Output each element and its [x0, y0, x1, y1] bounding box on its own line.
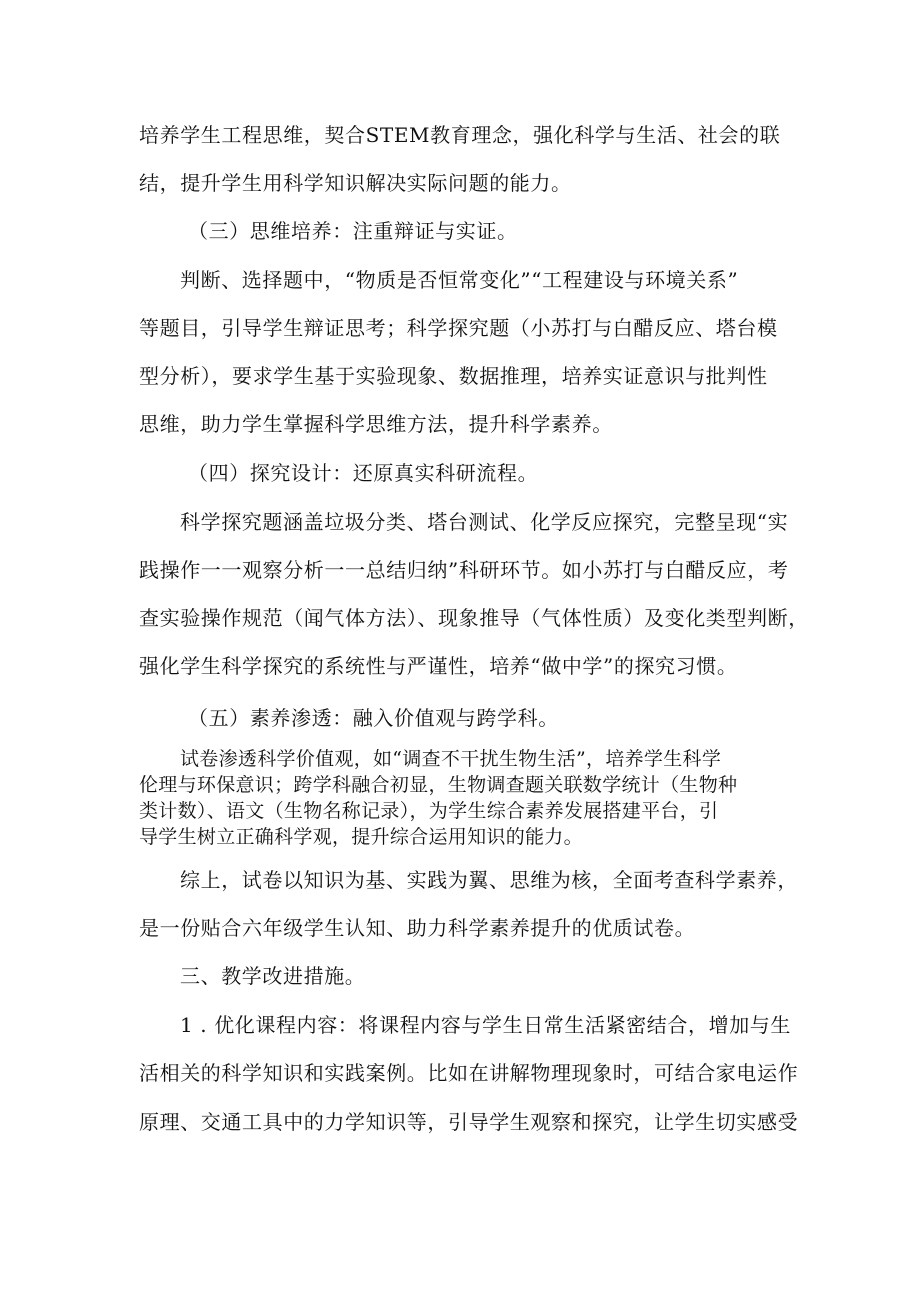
text-line: 综上，试卷以知识为基、实践为翼、思维为核，全面考查科学素养， [180, 868, 798, 892]
text-line: 强化学生科学探究的系统性与严谨性，培养“做中学”的探究习惯。 [139, 654, 738, 678]
section-heading: （五）素养渗透：融入价值观与跨学科。 [188, 706, 559, 730]
text-line: 原理、交通工具中的力学知识等，引导学生观察和探究，让学生切实感受 [139, 1110, 799, 1134]
section-title: 三、教学改进措施。 [180, 964, 366, 988]
text-line: 试卷渗透科学价值观，如“调查不干扰生物生活”，培养学生科学 [180, 748, 722, 770]
text-line: 型分析），要求学生基于实验现象、数据推理，培养实证意识与批判性 [139, 364, 768, 388]
text-line: 导学生树立正确科学观，提升综合运用知识的能力。 [139, 826, 583, 848]
text-line: 结，提升学生用科学知识解决实际问题的能力。 [139, 171, 572, 195]
section-heading: （四）探究设计：还原真实科研流程。 [188, 461, 539, 485]
text-line: 伦理与环保意识；跨学科融合初显，生物调查题关联数学统计（生物种 [139, 774, 738, 796]
text-line: 践操作一一观察分析一一总结归纳”科研环节。如小苏打与白醋反应，考 [139, 558, 789, 582]
text-line: 培养学生工程思维，契合STEM教育理念，强化科学与生活、社会的联 [139, 123, 781, 147]
text-line: 是一份贴合六年级学生认知、助力科学素养提升的优质试卷。 [139, 916, 696, 940]
section-heading: （三）思维培养：注重辩证与实证。 [188, 219, 518, 243]
text-line: 等题目，引导学生辩证思考；科学探究题（小苏打与白醋反应、塔台模 [139, 316, 778, 340]
text-line: 活相关的科学知识和实践案例。比如在讲解物理现象时，可结合家电运作 [139, 1061, 799, 1085]
text-line: 1 . 优化课程内容：将课程内容与学生日常生活紧密结合，增加与生 [180, 1013, 791, 1037]
text-line: 类计数）、语文（生物名称记录），为学生综合素养发展搭建平台，引 [139, 800, 719, 822]
text-line: 思维，助力学生掌握科学思维方法，提升科学素养。 [139, 412, 613, 436]
text-line: 科学探究题涵盖垃圾分类、塔台测试、化学反应探究，完整呈现“实 [180, 510, 789, 534]
text-line: 判断、选择题中，“物质是否恒常变化”“工程建设与环境关系” [180, 268, 739, 292]
text-line: 查实验操作规范（闻气体方法）、现象推导（气体性质）及变化类型判断， [139, 606, 809, 630]
